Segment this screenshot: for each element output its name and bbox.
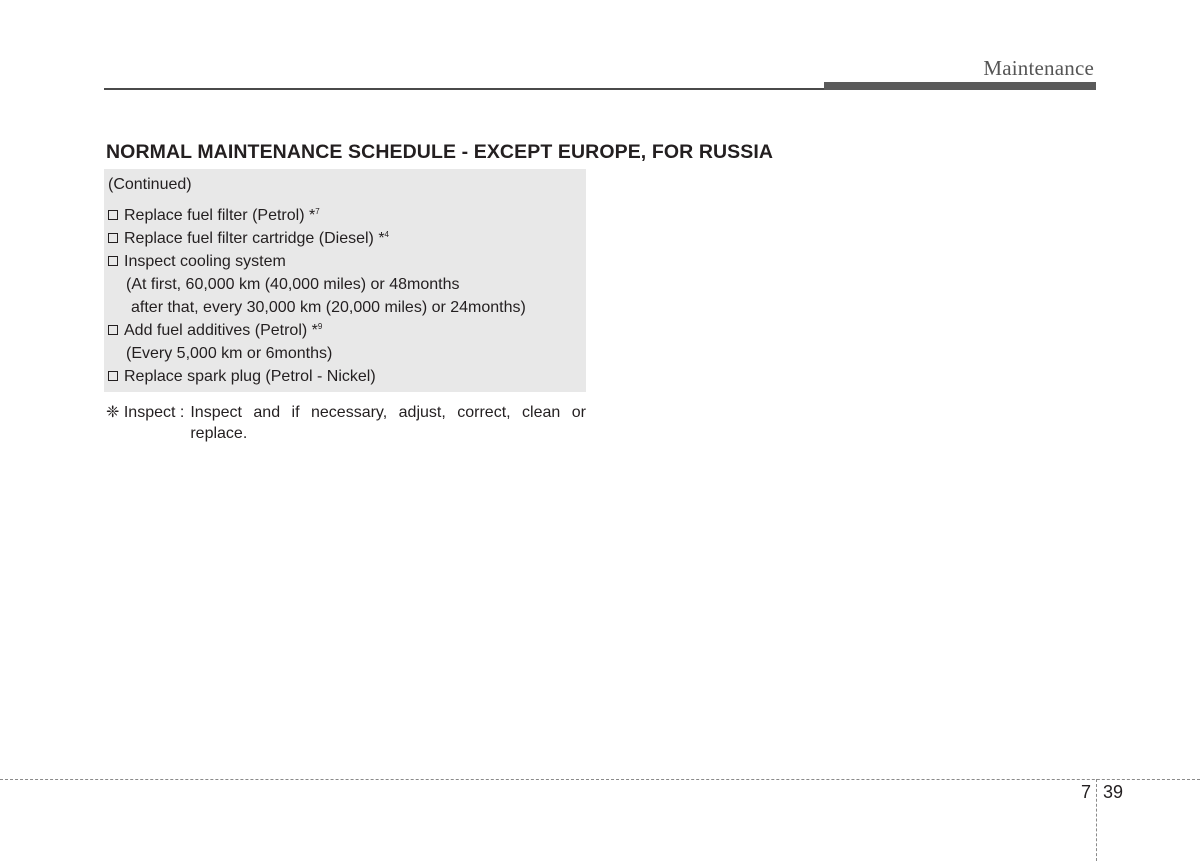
header-rule xyxy=(104,88,824,90)
list-item: Replace fuel filter (Petrol) *$^7$ xyxy=(108,206,320,226)
checkbox-icon xyxy=(108,256,118,266)
footnote-text: Inspect and if necessary, adjust, correct, clean or replace. xyxy=(190,404,586,442)
inspect-footnote xyxy=(106,402,586,444)
cooling-interval-after: after that, every 30,000 km (20,000 miles) or 24months) xyxy=(131,299,526,316)
chapter-number: 7 xyxy=(1081,782,1092,802)
page-number-divider xyxy=(1096,779,1097,861)
cooling-interval-first: (At first, 60,000 km (40,000 miles) or 48months xyxy=(126,276,460,293)
list-item: Add fuel additives (Petrol) *$^9$ xyxy=(108,321,322,341)
checkbox-icon xyxy=(108,210,118,220)
section-heading: NORMAL MAINTENANCE SCHEDULE - EXCEPT EUROPE, FOR RUSSIA xyxy=(106,141,774,163)
list-item: Replace fuel filter cartridge (Diesel) *$^4$ xyxy=(108,229,389,249)
continued-label: (Continued) xyxy=(108,176,192,193)
asterism-icon: ❈ xyxy=(106,404,120,421)
footer-divider xyxy=(0,779,1200,780)
list-item: Inspect cooling system xyxy=(108,252,286,272)
checkbox-icon xyxy=(108,325,118,335)
chapter-title: Maintenance xyxy=(983,56,1094,80)
footnote-label: ❈ Inspect : xyxy=(106,404,185,421)
page-number: 39 xyxy=(1103,782,1124,802)
additive-interval: (Every 5,000 km or 6months) xyxy=(126,345,333,362)
checkbox-icon xyxy=(108,233,118,243)
list-item: Replace spark plug (Petrol - Nickel) xyxy=(108,367,376,387)
header-bar xyxy=(824,82,1096,90)
checkbox-icon xyxy=(108,371,118,381)
